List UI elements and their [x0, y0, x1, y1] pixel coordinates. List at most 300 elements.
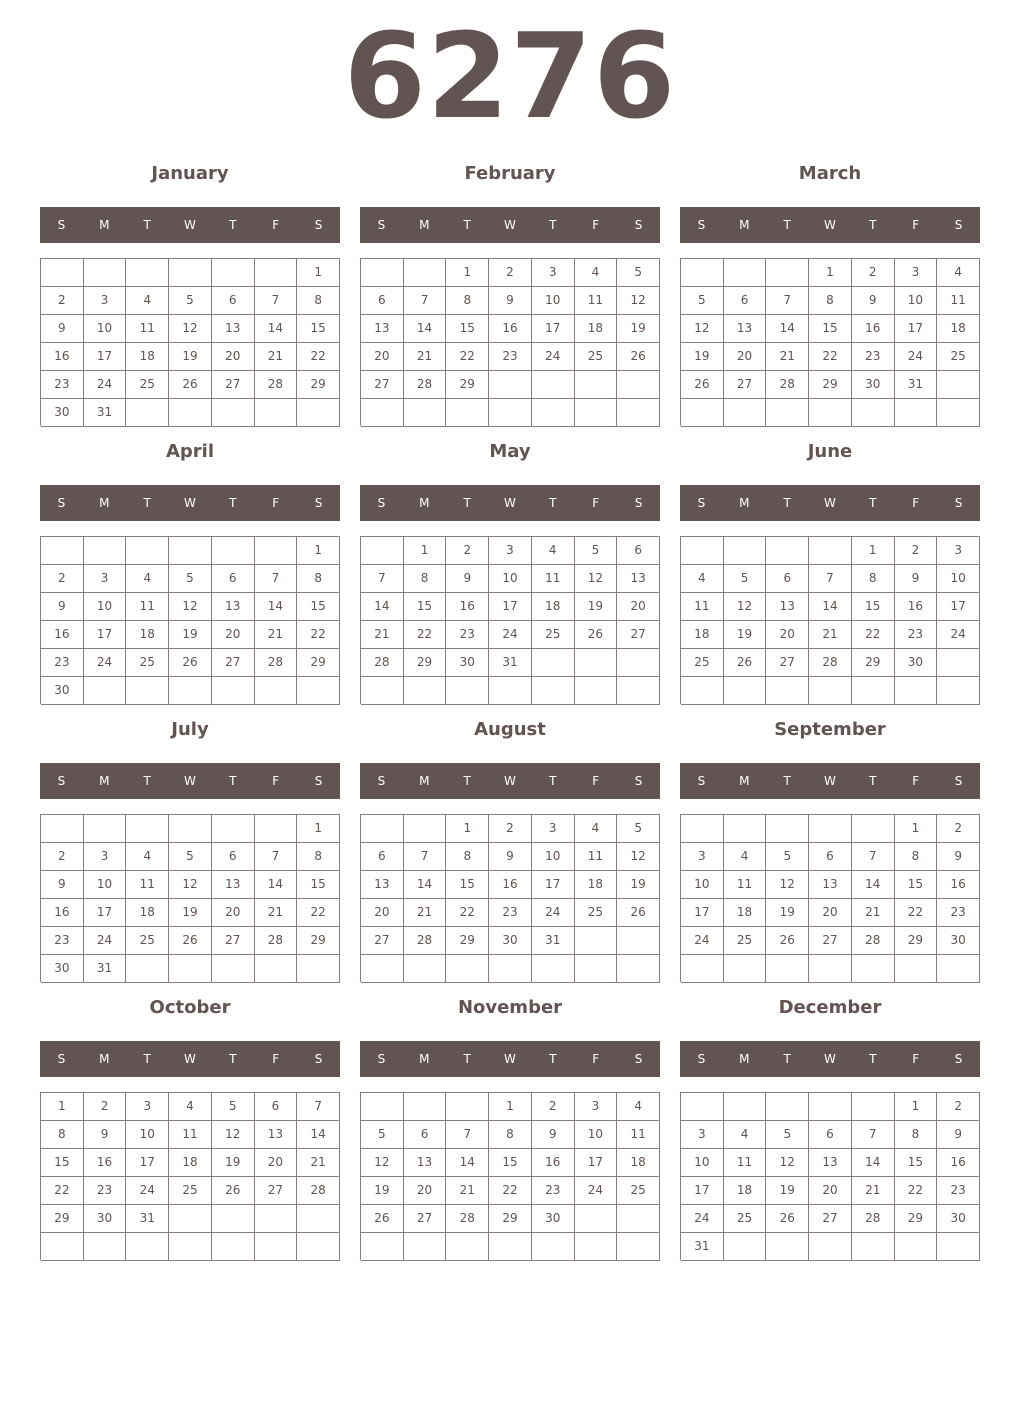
day-cell: 20	[212, 899, 255, 927]
weekday-label: M	[419, 774, 430, 788]
weekday-header	[680, 207, 980, 243]
day-cell: 3	[895, 259, 938, 287]
empty-day-cell	[575, 649, 618, 677]
day-cell: 21	[297, 1149, 340, 1177]
empty-day-cell	[895, 1233, 938, 1261]
day-cell: 10	[681, 871, 724, 899]
empty-day-cell	[126, 399, 169, 427]
day-grid	[40, 536, 340, 704]
empty-day-cell	[255, 537, 298, 565]
day-cell: 11	[724, 1149, 767, 1177]
day-cell: 17	[84, 343, 127, 371]
day-cell: 27	[766, 649, 809, 677]
day-cell: 2	[84, 1093, 127, 1121]
day-cell: 14	[404, 315, 447, 343]
empty-day-cell	[41, 815, 84, 843]
weekday-label: F	[912, 1052, 920, 1066]
empty-day-cell	[766, 815, 809, 843]
day-cell: 16	[41, 621, 84, 649]
empty-day-cell	[852, 815, 895, 843]
empty-day-cell	[809, 955, 852, 983]
month-june	[680, 432, 980, 710]
day-cell: 26	[169, 371, 212, 399]
empty-day-cell	[297, 955, 340, 983]
weekday-label: S	[314, 496, 323, 510]
empty-day-cell	[681, 677, 724, 705]
day-cell: 6	[809, 843, 852, 871]
empty-day-cell	[489, 677, 532, 705]
weekday-label: T	[549, 1052, 557, 1066]
day-cell: 10	[489, 565, 532, 593]
weekday-label: T	[869, 1052, 877, 1066]
empty-day-cell	[766, 537, 809, 565]
day-cell: 11	[575, 843, 618, 871]
day-cell: 4	[126, 565, 169, 593]
day-cell: 2	[446, 537, 489, 565]
day-cell: 3	[681, 843, 724, 871]
day-cell: 30	[532, 1205, 575, 1233]
day-cell: 25	[617, 1177, 660, 1205]
empty-day-cell	[212, 955, 255, 983]
day-cell: 23	[41, 927, 84, 955]
day-cell: 29	[446, 371, 489, 399]
day-cell: 26	[361, 1205, 404, 1233]
weekday-label: W	[504, 496, 516, 510]
day-cell: 5	[575, 537, 618, 565]
weekday-label: T	[229, 218, 237, 232]
day-cell: 8	[297, 843, 340, 871]
day-cell: 17	[895, 315, 938, 343]
weekday-label: S	[377, 1052, 386, 1066]
weekday-label: M	[739, 496, 750, 510]
weekday-label: S	[634, 218, 643, 232]
day-cell: 28	[255, 927, 298, 955]
empty-day-cell	[255, 1233, 298, 1261]
day-cell: 31	[126, 1205, 169, 1233]
empty-day-cell	[126, 677, 169, 705]
weekday-label: S	[634, 496, 643, 510]
day-cell: 27	[809, 927, 852, 955]
day-cell: 29	[852, 649, 895, 677]
day-cell: 20	[404, 1177, 447, 1205]
day-cell: 14	[255, 871, 298, 899]
day-cell: 31	[895, 371, 938, 399]
day-cell: 10	[84, 593, 127, 621]
empty-day-cell	[489, 955, 532, 983]
weekday-label: F	[592, 774, 600, 788]
day-cell: 14	[255, 315, 298, 343]
day-cell: 21	[852, 1177, 895, 1205]
day-cell: 12	[617, 843, 660, 871]
empty-day-cell	[766, 399, 809, 427]
day-cell: 16	[41, 343, 84, 371]
weekday-header	[360, 485, 660, 521]
weekday-label: S	[314, 774, 323, 788]
day-cell: 16	[489, 871, 532, 899]
day-cell: 8	[446, 843, 489, 871]
day-cell: 5	[212, 1093, 255, 1121]
day-cell: 30	[41, 955, 84, 983]
weekday-label: T	[463, 1052, 471, 1066]
empty-day-cell	[766, 259, 809, 287]
day-cell: 2	[41, 843, 84, 871]
weekday-label: T	[463, 218, 471, 232]
day-cell: 29	[446, 927, 489, 955]
empty-day-cell	[169, 815, 212, 843]
day-cell: 23	[41, 371, 84, 399]
day-cell: 14	[852, 871, 895, 899]
day-cell: 16	[937, 1149, 980, 1177]
day-cell: 8	[297, 287, 340, 315]
empty-day-cell	[126, 1233, 169, 1261]
weekday-label: F	[272, 774, 280, 788]
day-cell: 2	[489, 815, 532, 843]
day-cell: 26	[681, 371, 724, 399]
empty-day-cell	[446, 677, 489, 705]
day-cell: 2	[937, 1093, 980, 1121]
empty-day-cell	[126, 955, 169, 983]
day-cell: 20	[809, 899, 852, 927]
empty-day-cell	[255, 259, 298, 287]
month-march	[680, 154, 980, 432]
day-cell: 4	[617, 1093, 660, 1121]
day-cell: 1	[446, 259, 489, 287]
empty-day-cell	[169, 677, 212, 705]
empty-day-cell	[169, 1205, 212, 1233]
weekday-label: T	[869, 496, 877, 510]
day-cell: 1	[297, 815, 340, 843]
empty-day-cell	[681, 537, 724, 565]
day-cell: 26	[617, 899, 660, 927]
weekday-label: T	[463, 496, 471, 510]
empty-day-cell	[532, 649, 575, 677]
month-name: June	[807, 441, 853, 462]
month-may	[360, 432, 660, 710]
weekday-label: S	[314, 1052, 323, 1066]
empty-day-cell	[41, 1233, 84, 1261]
day-cell: 7	[852, 1121, 895, 1149]
day-cell: 25	[532, 621, 575, 649]
day-cell: 15	[446, 315, 489, 343]
day-cell: 3	[937, 537, 980, 565]
day-cell: 18	[169, 1149, 212, 1177]
day-cell: 5	[361, 1121, 404, 1149]
day-cell: 31	[84, 399, 127, 427]
month-name: February	[464, 163, 556, 184]
day-cell: 10	[575, 1121, 618, 1149]
day-grid	[680, 258, 980, 426]
day-cell: 12	[681, 315, 724, 343]
year-title: 6276	[343, 7, 677, 145]
day-cell: 18	[937, 315, 980, 343]
empty-day-cell	[575, 955, 618, 983]
empty-day-cell	[212, 399, 255, 427]
day-cell: 25	[937, 343, 980, 371]
weekday-label: T	[143, 774, 151, 788]
empty-day-cell	[724, 399, 767, 427]
day-cell: 14	[766, 315, 809, 343]
day-cell: 4	[126, 287, 169, 315]
month-name: September	[774, 719, 886, 740]
day-cell: 19	[766, 899, 809, 927]
day-cell: 10	[84, 315, 127, 343]
day-cell: 24	[937, 621, 980, 649]
month-name: December	[778, 997, 882, 1018]
empty-day-cell	[404, 1093, 447, 1121]
day-cell: 6	[617, 537, 660, 565]
empty-day-cell	[809, 399, 852, 427]
day-cell: 5	[169, 565, 212, 593]
empty-day-cell	[724, 815, 767, 843]
month-name: October	[149, 997, 231, 1018]
day-cell: 12	[617, 287, 660, 315]
day-cell: 29	[489, 1205, 532, 1233]
day-cell: 27	[361, 371, 404, 399]
empty-day-cell	[361, 1233, 404, 1261]
weekday-label: W	[184, 218, 196, 232]
empty-day-cell	[766, 1093, 809, 1121]
day-cell: 6	[255, 1093, 298, 1121]
day-cell: 18	[126, 621, 169, 649]
empty-day-cell	[255, 677, 298, 705]
weekday-label: T	[783, 1052, 791, 1066]
day-cell: 25	[724, 927, 767, 955]
day-cell: 13	[361, 871, 404, 899]
day-cell: 2	[41, 565, 84, 593]
day-cell: 31	[489, 649, 532, 677]
weekday-label: S	[697, 1052, 706, 1066]
day-cell: 19	[361, 1177, 404, 1205]
day-cell: 13	[361, 315, 404, 343]
day-cell: 9	[41, 593, 84, 621]
weekday-label: S	[954, 218, 963, 232]
empty-day-cell	[809, 677, 852, 705]
empty-day-cell	[446, 1093, 489, 1121]
weekday-label: S	[954, 774, 963, 788]
day-cell: 6	[212, 565, 255, 593]
month-september	[680, 710, 980, 988]
day-cell: 25	[126, 371, 169, 399]
day-cell: 5	[617, 815, 660, 843]
day-cell: 24	[575, 1177, 618, 1205]
day-cell: 22	[895, 1177, 938, 1205]
day-cell: 5	[724, 565, 767, 593]
empty-day-cell	[404, 955, 447, 983]
day-cell: 27	[212, 649, 255, 677]
day-cell: 4	[575, 259, 618, 287]
day-cell: 15	[297, 871, 340, 899]
day-cell: 19	[169, 621, 212, 649]
empty-day-cell	[575, 927, 618, 955]
day-cell: 28	[809, 649, 852, 677]
day-cell: 29	[41, 1205, 84, 1233]
day-cell: 13	[724, 315, 767, 343]
weekday-label: S	[697, 774, 706, 788]
weekday-header	[40, 1041, 340, 1077]
day-cell: 9	[41, 315, 84, 343]
empty-day-cell	[681, 1093, 724, 1121]
day-cell: 15	[895, 1149, 938, 1177]
day-cell: 29	[297, 927, 340, 955]
day-cell: 13	[766, 593, 809, 621]
empty-day-cell	[766, 955, 809, 983]
day-cell: 19	[766, 1177, 809, 1205]
empty-day-cell	[489, 399, 532, 427]
day-cell: 11	[617, 1121, 660, 1149]
weekday-label: W	[504, 774, 516, 788]
day-cell: 29	[809, 371, 852, 399]
day-cell: 25	[681, 649, 724, 677]
empty-day-cell	[446, 399, 489, 427]
day-cell: 11	[681, 593, 724, 621]
day-cell: 9	[489, 287, 532, 315]
day-cell: 9	[489, 843, 532, 871]
day-cell: 9	[937, 1121, 980, 1149]
day-cell: 12	[169, 315, 212, 343]
weekday-label: S	[57, 218, 66, 232]
day-cell: 1	[297, 537, 340, 565]
day-cell: 21	[809, 621, 852, 649]
day-cell: 19	[724, 621, 767, 649]
empty-day-cell	[212, 815, 255, 843]
day-cell: 16	[41, 899, 84, 927]
day-cell: 27	[809, 1205, 852, 1233]
weekday-label: W	[824, 774, 836, 788]
empty-day-cell	[489, 1233, 532, 1261]
weekday-label: S	[697, 496, 706, 510]
weekday-label: T	[463, 774, 471, 788]
day-cell: 17	[84, 621, 127, 649]
day-cell: 23	[489, 343, 532, 371]
day-cell: 24	[532, 899, 575, 927]
day-cell: 1	[489, 1093, 532, 1121]
empty-day-cell	[255, 1205, 298, 1233]
day-cell: 16	[446, 593, 489, 621]
day-cell: 21	[446, 1177, 489, 1205]
day-cell: 6	[212, 287, 255, 315]
empty-day-cell	[617, 677, 660, 705]
weekday-label: T	[549, 218, 557, 232]
day-grid	[680, 814, 980, 982]
empty-day-cell	[361, 815, 404, 843]
day-cell: 17	[489, 593, 532, 621]
weekday-label: M	[739, 218, 750, 232]
day-cell: 24	[489, 621, 532, 649]
day-cell: 30	[446, 649, 489, 677]
empty-day-cell	[404, 399, 447, 427]
day-cell: 3	[575, 1093, 618, 1121]
weekday-label: W	[184, 496, 196, 510]
empty-day-cell	[766, 677, 809, 705]
day-cell: 14	[404, 871, 447, 899]
empty-day-cell	[255, 399, 298, 427]
day-cell: 24	[84, 371, 127, 399]
empty-day-cell	[532, 371, 575, 399]
day-cell: 6	[212, 843, 255, 871]
empty-day-cell	[297, 1233, 340, 1261]
weekday-label: M	[419, 218, 430, 232]
day-cell: 26	[169, 927, 212, 955]
day-cell: 5	[766, 1121, 809, 1149]
day-cell: 17	[532, 315, 575, 343]
empty-day-cell	[617, 1205, 660, 1233]
months-grid	[40, 154, 980, 1266]
empty-day-cell	[937, 649, 980, 677]
day-cell: 14	[446, 1149, 489, 1177]
month-october	[40, 988, 340, 1266]
day-cell: 4	[126, 843, 169, 871]
day-cell: 17	[937, 593, 980, 621]
weekday-label: S	[57, 1052, 66, 1066]
weekday-label: T	[869, 774, 877, 788]
day-cell: 23	[489, 899, 532, 927]
day-cell: 27	[724, 371, 767, 399]
day-cell: 11	[169, 1121, 212, 1149]
empty-day-cell	[84, 677, 127, 705]
empty-day-cell	[681, 815, 724, 843]
day-cell: 22	[297, 621, 340, 649]
empty-day-cell	[212, 259, 255, 287]
day-cell: 7	[809, 565, 852, 593]
day-cell: 14	[809, 593, 852, 621]
empty-day-cell	[255, 815, 298, 843]
day-cell: 5	[169, 287, 212, 315]
weekday-label: T	[783, 496, 791, 510]
empty-day-cell	[937, 371, 980, 399]
day-cell: 16	[895, 593, 938, 621]
day-cell: 18	[126, 343, 169, 371]
weekday-label: W	[504, 1052, 516, 1066]
day-cell: 9	[895, 565, 938, 593]
day-cell: 14	[297, 1121, 340, 1149]
day-cell: 20	[212, 621, 255, 649]
empty-day-cell	[361, 537, 404, 565]
day-cell: 7	[361, 565, 404, 593]
weekday-label: W	[184, 1052, 196, 1066]
day-cell: 28	[404, 371, 447, 399]
day-cell: 30	[84, 1205, 127, 1233]
day-cell: 24	[84, 649, 127, 677]
weekday-label: T	[229, 774, 237, 788]
day-cell: 22	[297, 899, 340, 927]
empty-day-cell	[361, 677, 404, 705]
day-cell: 10	[126, 1121, 169, 1149]
weekday-header	[360, 763, 660, 799]
weekday-label: W	[184, 774, 196, 788]
empty-day-cell	[446, 955, 489, 983]
day-cell: 16	[532, 1149, 575, 1177]
day-cell: 11	[532, 565, 575, 593]
empty-day-cell	[169, 399, 212, 427]
day-grid	[680, 1092, 980, 1260]
weekday-label: S	[314, 218, 323, 232]
day-cell: 8	[404, 565, 447, 593]
empty-day-cell	[575, 677, 618, 705]
day-cell: 20	[766, 621, 809, 649]
day-cell: 27	[212, 371, 255, 399]
empty-day-cell	[255, 955, 298, 983]
weekday-header	[680, 763, 980, 799]
day-cell: 6	[809, 1121, 852, 1149]
day-cell: 22	[446, 899, 489, 927]
day-cell: 24	[681, 1205, 724, 1233]
day-cell: 28	[361, 649, 404, 677]
day-cell: 4	[575, 815, 618, 843]
day-cell: 19	[169, 343, 212, 371]
weekday-label: F	[912, 774, 920, 788]
day-grid	[40, 814, 340, 982]
empty-day-cell	[724, 677, 767, 705]
